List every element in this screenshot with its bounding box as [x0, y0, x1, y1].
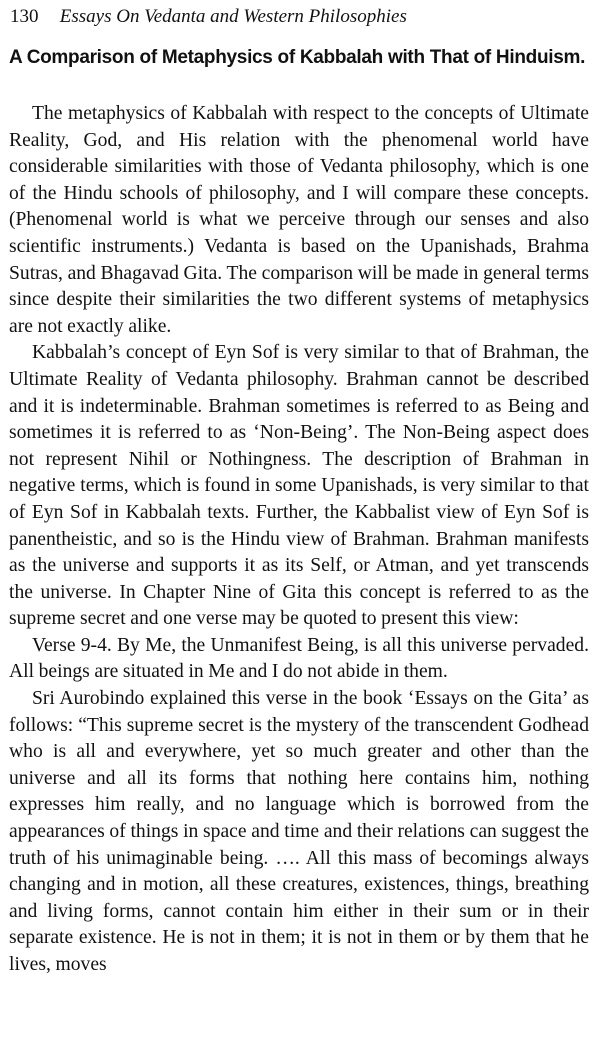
paragraph: Kabbalah’s concept of Eyn Sof is very similar to that of Brahman, the Ultimate Reality of Vedanta philosophy. Brahman cannot be described and it is indeterminable. Brahman sometimes is referred to as Being and sometimes it is referred to as ‘Non-Being’. The Non-Being aspect does not represent Nihil or Nothingness. The description of Brahman in negative terms, which is found in some Upanishads, is very similar to that of Eyn Sof in Kabbalah texts. Further, the Kabbalist view of Eyn Sof is panentheistic, and so is the Hindu view of Brahman. Brahman manifests as the universe and supports it as its Self, or Atman, and yet transcends the universe. In Chapter Nine of Gita this concept is referred to as the supreme secret and one verse may be quoted to present this view:	[9, 342, 589, 630]
paragraph: Sri Aurobindo explained this verse in the book ‘Essays on the Gita’ as follows: “This supreme secret is the mystery of the transcendent Godhead who is all and everywhere, yet so much greater and other than the universe and all its forms that nothing here contains him, nothing expresses him really, and no language which is borrowed from the appearances of things in space and time and their relations can suggest the truth of his unimaginable being. …. All this mass of becomings always changing and in motion, all these creatures, existences, things, breathing and living forms, cannot contain him either in their sum or in their separate existence. He is not in them; it is not in them or by them that he lives, moves	[9, 688, 589, 975]
page-number: 130	[10, 6, 39, 27]
section-title: A Comparison of Metaphysics of Kabbalah with That of Hinduism.	[9, 47, 586, 68]
running-head	[10, 2, 589, 32]
paragraph: Verse 9-4. By Me, the Unmanifest Being, is all this universe pervaded. All beings are situated in Me and I do not abide in them.	[9, 634, 589, 683]
body-text	[9, 101, 589, 979]
book-title: Essays On Vedanta and Western Philosophies	[59, 6, 407, 27]
paragraph: The metaphysics of Kabbalah with respect to the concepts of Ultimate Reality, God, and His relation with the phenomenal world have considerable similarities with those of Vedanta philosophy, which is one of the Hindu schools of philosophy, and I will compare these concepts. (Phenomenal world is what we perceive through our senses and also scientific instruments.) Vedanta is based on the Upanishads, Brahma Sutras, and Bhagavad Gita. The comparison will be made in general terms since despite their similarities the two different systems of metaphysics are not exactly alike.	[9, 103, 589, 337]
